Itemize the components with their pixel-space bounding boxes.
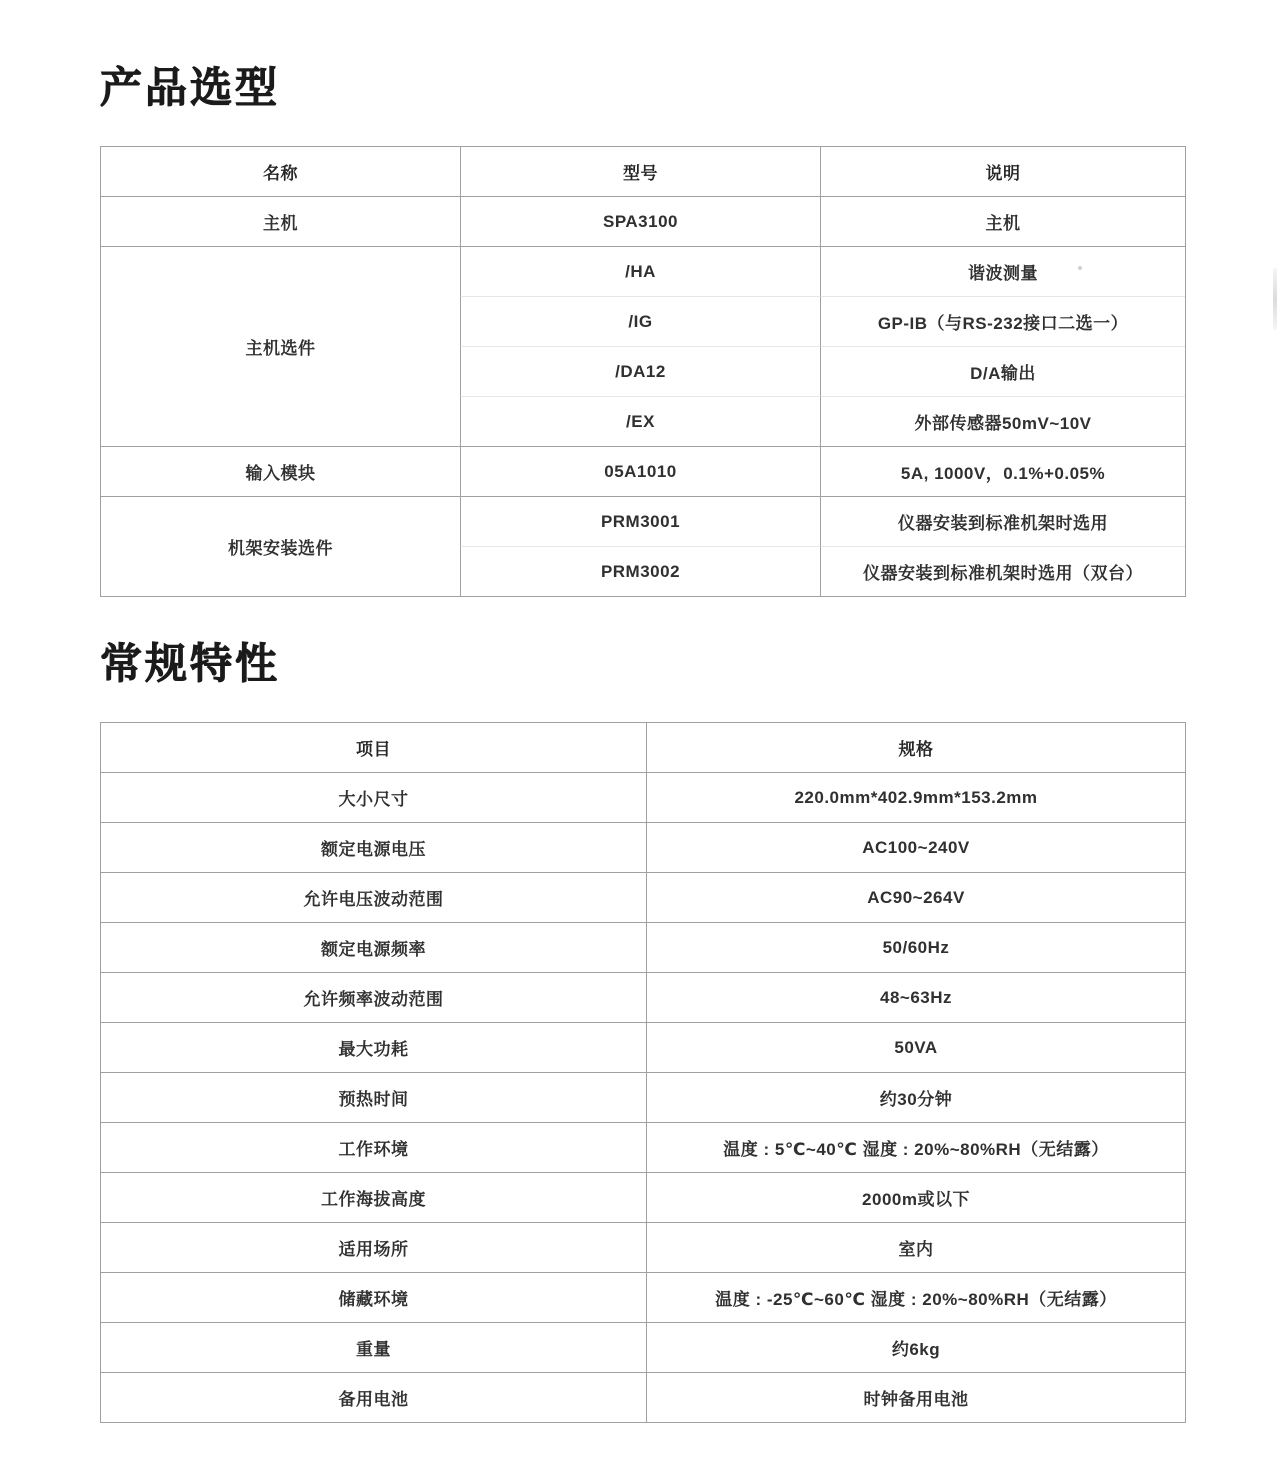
cell-model: SPA3100 [460, 196, 820, 246]
cell-model: /DA12 [460, 346, 820, 396]
cell-spec: 约30分钟 [646, 1072, 1185, 1122]
cell-item: 适用场所 [100, 1222, 646, 1272]
cell-name: 输入模块 [100, 446, 460, 496]
cell-desc: 外部传感器50mV~10V [820, 396, 1185, 446]
table-row-backup-battery [100, 1372, 1185, 1422]
cell-model: /HA [460, 246, 820, 296]
general-characteristics-table [100, 722, 1186, 1423]
cell-spec: 50VA [646, 1022, 1185, 1072]
scan-artifact-right-edge [1273, 268, 1277, 330]
header-cell-spec: 规格 [646, 722, 1185, 772]
header-cell-desc: 说明 [820, 146, 1185, 196]
table-row-rated-voltage [100, 822, 1185, 872]
header-cell-item: 项目 [100, 722, 646, 772]
table-row-option-ha [100, 246, 1185, 296]
cell-name-rack-options: 机架安装选件 [100, 496, 460, 596]
table-row-operating-altitude [100, 1172, 1185, 1222]
table-row-operating-environment [100, 1122, 1185, 1172]
cell-desc: 5A, 1000V，0.1%+0.05% [820, 446, 1185, 496]
cell-item: 工作环境 [100, 1122, 646, 1172]
cell-item: 最大功耗 [100, 1022, 646, 1072]
cell-item: 大小尺寸 [100, 772, 646, 822]
cell-item: 备用电池 [100, 1372, 646, 1422]
section-title-general-characteristics: 常规特性 [100, 640, 281, 687]
cell-desc: D/A输出 [820, 346, 1185, 396]
table-row-rack-prm3001 [100, 496, 1185, 546]
header-cell-name: 名称 [100, 146, 460, 196]
cell-desc: 仪器安装到标准机架时选用（双台） [820, 546, 1185, 596]
cell-item: 预热时间 [100, 1072, 646, 1122]
cell-name: 主机 [100, 196, 460, 246]
cell-desc: GP-IB（与RS-232接口二选一） [820, 296, 1185, 346]
table-row-voltage-range [100, 872, 1185, 922]
cell-model: /EX [460, 396, 820, 446]
cell-item: 允许电压波动范围 [100, 872, 646, 922]
table-header-row [100, 722, 1185, 772]
cell-spec: 约6kg [646, 1322, 1185, 1372]
table-row-max-power [100, 1022, 1185, 1072]
cell-spec: 时钟备用电池 [646, 1372, 1185, 1422]
scan-speck [1078, 266, 1082, 270]
cell-item: 工作海拔高度 [100, 1172, 646, 1222]
cell-desc: 谐波测量 [820, 246, 1185, 296]
product-selection-table [100, 146, 1186, 597]
cell-desc: 仪器安装到标准机架时选用 [820, 496, 1185, 546]
cell-item: 额定电源频率 [100, 922, 646, 972]
table-row-weight [100, 1322, 1185, 1372]
cell-spec: AC90~264V [646, 872, 1185, 922]
table-row-input-module [100, 446, 1185, 496]
table-row-mainframe [100, 196, 1185, 246]
cell-name-mainframe-options: 主机选件 [100, 246, 460, 446]
header-cell-model: 型号 [460, 146, 820, 196]
cell-item: 储藏环境 [100, 1272, 646, 1322]
cell-spec: 2000m或以下 [646, 1172, 1185, 1222]
cell-item: 重量 [100, 1322, 646, 1372]
table-row-frequency-range [100, 972, 1185, 1022]
cell-model: /IG [460, 296, 820, 346]
section-title-product-selection: 产品选型 [100, 64, 281, 111]
cell-spec: 50/60Hz [646, 922, 1185, 972]
cell-spec: 48~63Hz [646, 972, 1185, 1022]
cell-item: 允许频率波动范围 [100, 972, 646, 1022]
table-row-rated-frequency [100, 922, 1185, 972]
table-row-warmup-time [100, 1072, 1185, 1122]
cell-spec: 温度 : -25℃~60℃ 湿度 : 20%~80%RH（无结露） [646, 1272, 1185, 1322]
cell-model: PRM3001 [460, 496, 820, 546]
cell-spec: 温度 : 5℃~40℃ 湿度 : 20%~80%RH（无结露） [646, 1122, 1185, 1172]
cell-item: 额定电源电压 [100, 822, 646, 872]
cell-model: 05A1010 [460, 446, 820, 496]
cell-spec: 室内 [646, 1222, 1185, 1272]
cell-desc: 主机 [820, 196, 1185, 246]
cell-spec: 220.0mm*402.9mm*153.2mm [646, 772, 1185, 822]
cell-model: PRM3002 [460, 546, 820, 596]
table-row-usage-location [100, 1222, 1185, 1272]
cell-spec: AC100~240V [646, 822, 1185, 872]
table-row-storage-environment [100, 1272, 1185, 1322]
table-header-row [100, 146, 1185, 196]
table-row-dimensions [100, 772, 1185, 822]
